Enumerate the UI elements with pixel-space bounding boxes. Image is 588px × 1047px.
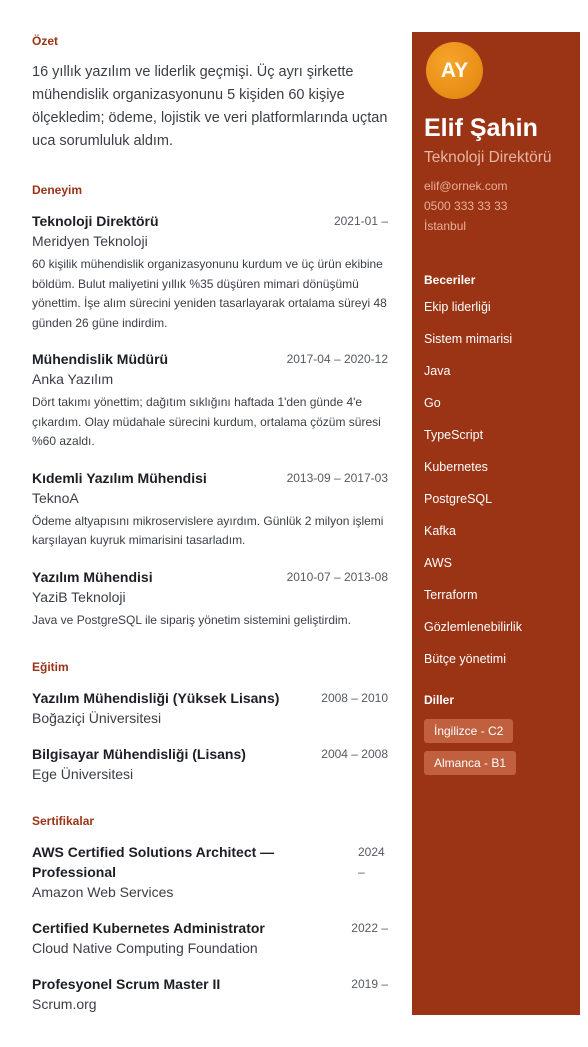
experience-item [32, 211, 388, 333]
job-title: Teknoloji Direktörü [32, 213, 159, 229]
experience-item [32, 349, 388, 452]
skill-item: Bütçe yönetimi [424, 652, 506, 666]
certificate-date: 2024 – [358, 845, 385, 879]
skill-item: PostgreSQL [424, 492, 493, 506]
profile-sidebar [412, 32, 580, 1015]
certificate-item [32, 974, 388, 1014]
language-list [424, 711, 568, 775]
certificate-title: Profesyonel Scrum Master II [32, 976, 221, 992]
issuer-name: Scrum.org [32, 996, 97, 1012]
certificate-title: Certified Kubernetes Administrator [32, 920, 265, 936]
degree-title: Yazılım Mühendisliği (Yüksek Lisans) [32, 690, 280, 706]
skill-list [424, 291, 568, 675]
skills-heading: Beceriler [424, 273, 476, 287]
certificate-item [32, 842, 388, 902]
job-date: 2010-07 – 2013-08 [286, 569, 388, 584]
skill-item: AWS [424, 556, 453, 570]
city: İstanbul [424, 219, 467, 233]
school-name: Boğaziçi Üniversitesi [32, 710, 162, 726]
skill-item: Terraform [424, 588, 478, 602]
job-date: 2021-01 – [333, 214, 388, 228]
certificate-title: AWS Certified Solutions Architect — Professional [32, 844, 275, 880]
degree-title: Bilgisayar Mühendisliği (Lisans) [32, 746, 246, 762]
certificates-heading: Sertifikalar [32, 814, 95, 828]
certificate-date: 2022 – [351, 921, 388, 935]
languages-section [424, 693, 568, 775]
skill-item: Sistem mimarisi [424, 332, 513, 346]
issuer-name: Cloud Native Computing Foundation [32, 940, 258, 956]
skill-item: Kubernetes [424, 460, 488, 474]
job-description: Dört takımı yönettim; dağıtım sıklığını haftada 1'den günde 4'e çıkardım. Olay müdahale sürecini kurdum, ortalama çözüm süresi %60 azaldı. [32, 395, 381, 448]
summary-heading: Özet [32, 34, 59, 48]
summary-section [32, 34, 388, 153]
job-title: Kıdemli Yazılım Mühendisi [32, 469, 207, 486]
job-date: 2017-04 – 2020-12 [286, 352, 388, 366]
language-chip: Almanca - B1 [424, 751, 516, 775]
experience-section [32, 183, 388, 630]
issuer-name: Amazon Web Services [32, 884, 174, 900]
job-title: Yazılım Mühendisi [32, 568, 153, 585]
person-role: Teknoloji Direktörü [424, 149, 552, 166]
certificate-item [32, 918, 388, 958]
languages-heading: Diller [424, 693, 455, 707]
avatar: AY [426, 42, 483, 99]
skill-item: Kafka [424, 524, 456, 538]
experience-item [32, 567, 388, 631]
job-date: 2013-09 – 2017-03 [286, 470, 388, 485]
skill-item: Gözlemlenebilirlik [424, 620, 522, 634]
degree-date: 2004 – 2008 [321, 747, 388, 761]
language-chip: İngilizce - C2 [424, 719, 513, 743]
job-description: 60 kişilik mühendislik organizasyonunu kurdum ve üç ürün ekibine böldüm. Bulut maliyetini yıllık %35 düşüren mimari dönüşümü yönettim. İşe alım sürecini yeniden tasarlayarak ortalama süreyi 48 günden 26 güne indirdim. [32, 257, 387, 330]
company-name: TeknoA [32, 489, 79, 506]
contact-info [424, 176, 568, 236]
company-name: YaziB Teknoloji [32, 588, 126, 605]
main-content [32, 34, 388, 1014]
experience-heading: Deneyim [32, 183, 83, 197]
certificates-section [32, 814, 388, 1014]
skill-item: TypeScript [424, 428, 484, 442]
summary-text: 16 yıllık yazılım ve liderlik geçmişi. Üç ayrı şirkette mühendislik organizasyonunu 5 kişiden 60 kişiye ölçekledim; ödeme, lojistik ve veri platformlarında uçtan uca sorumluluk aldım. [32, 64, 388, 149]
company-name: Meridyen Teknoloji [32, 233, 148, 249]
skill-item: Java [424, 364, 451, 378]
email-link[interactable]: elif@ornek.com [424, 179, 508, 193]
job-description: Ödeme altyapısını mikroservislere ayırdım. Günlük 2 milyon işlemi karşılayan kuyruk mimarisini tasarladım. [32, 513, 384, 547]
phone-number[interactable]: 0500 333 33 33 [424, 199, 508, 213]
job-title: Mühendislik Müdürü [32, 351, 169, 367]
job-description: Java ve PostgreSQL ile sipariş yönetim sistemini geliştirdim. [32, 612, 352, 627]
experience-item [32, 468, 388, 551]
skill-item: Go [424, 396, 441, 410]
education-section [32, 660, 388, 784]
education-item [32, 688, 388, 728]
degree-date: 2008 – 2010 [321, 691, 388, 705]
education-heading: Eğitim [32, 660, 69, 674]
skill-item: Ekip liderliği [424, 300, 491, 314]
person-name: Elif Şahin [424, 114, 538, 142]
certificate-date: 2019 – [351, 977, 388, 991]
skills-section [424, 273, 568, 675]
school-name: Ege Üniversitesi [32, 766, 134, 782]
company-name: Anka Yazılım [32, 371, 114, 387]
education-item [32, 744, 388, 784]
